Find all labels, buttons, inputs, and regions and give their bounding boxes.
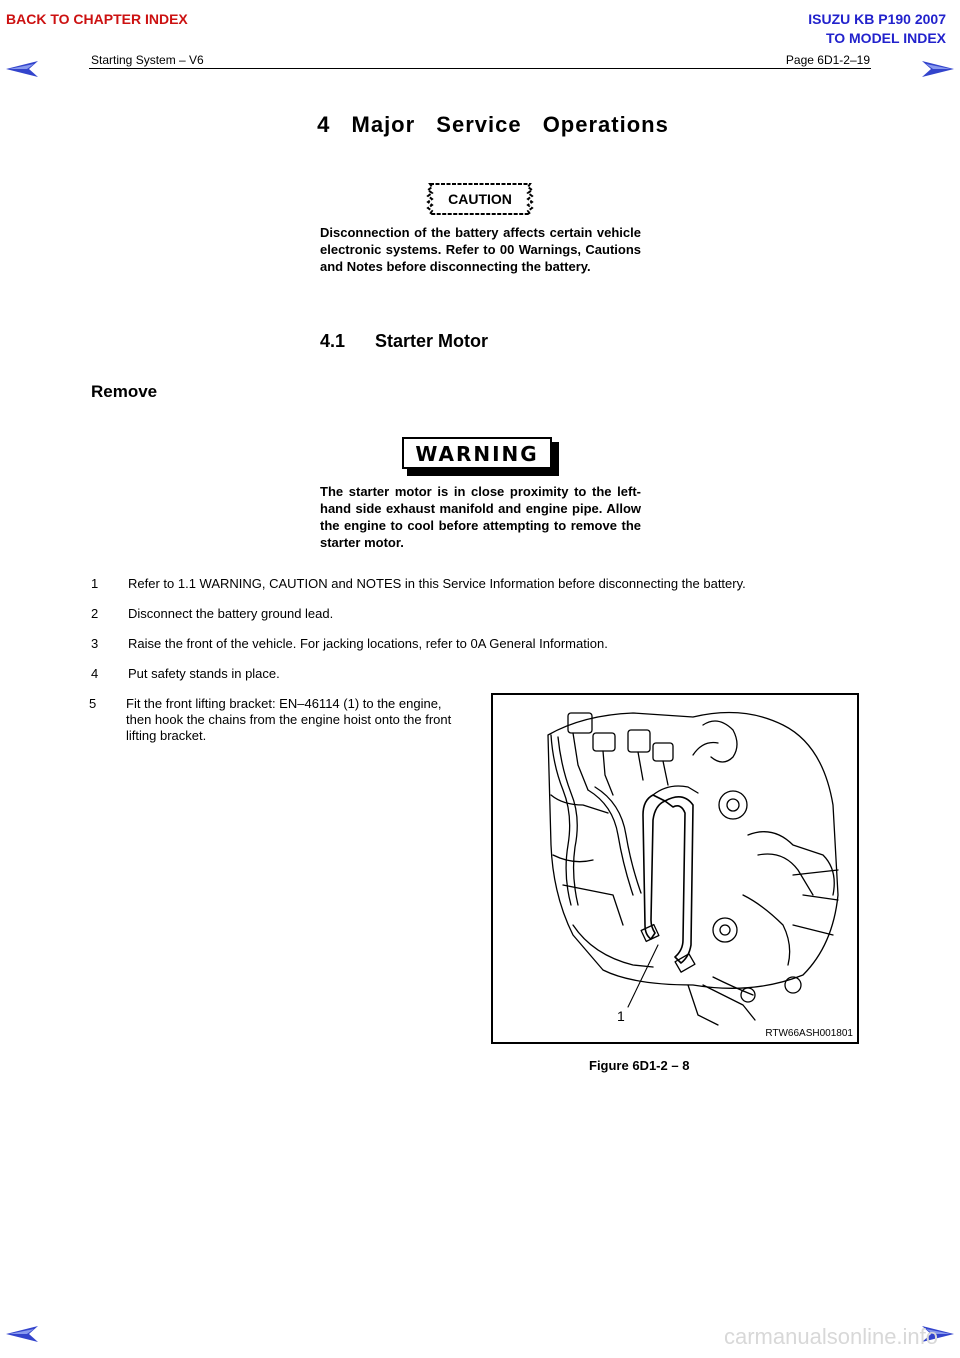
figure-frame (491, 693, 859, 1044)
page-title: 4 Major Service Operations (317, 112, 669, 137)
figure-caption: Figure 6D1-2 – 8 (589, 1058, 690, 1073)
section-title: Starting System – V6 (91, 53, 204, 67)
figure-code: RTW66ASH001801 (765, 1028, 853, 1039)
engine-illustration (493, 695, 857, 1042)
next-page-arrow-icon[interactable] (921, 60, 955, 78)
model-title-link[interactable]: ISUZU KB P190 2007 (808, 11, 946, 27)
warning-text: The starter motor is in close proximity to the left-hand side exhaust manifold and engine pipe. Allow the engine to cool before attempting to remove the starter motor. (320, 484, 641, 550)
subsection-title: Starter Motor (375, 331, 489, 351)
caution-badge (426, 180, 534, 218)
step-text: Put safety stands in place. (128, 666, 280, 681)
procedure-heading: Remove (91, 382, 158, 401)
step-number: 4 (91, 666, 99, 681)
step-number: 2 (91, 606, 99, 621)
header-rule (89, 68, 871, 69)
step-number: 5 (89, 696, 97, 711)
warning-badge (402, 437, 560, 477)
caution-text: Disconnection of the battery affects certain vehicle electronic systems. Refer to 00 Warnings, Cautions and Notes before disconnecting the battery. (320, 225, 641, 274)
subsection-number: 4.1 (320, 331, 346, 351)
step-text: Refer to 1.1 WARNING, CAUTION and NOTES in this Service Information before disconnecting the battery. (128, 576, 746, 591)
back-to-chapter-index-link[interactable]: BACK TO CHAPTER INDEX (6, 11, 188, 27)
back-to-model-index-link[interactable]: TO MODEL INDEX (825, 30, 946, 46)
step-text: Fit the front lifting bracket: EN–46114 (1) to the engine, then hook the chains from the engine hoist onto the front lifting bracket. (126, 696, 452, 743)
figure-callout-label: 1 (617, 1008, 625, 1024)
step-number: 1 (91, 576, 99, 591)
previous-page-arrow-icon[interactable] (5, 60, 39, 78)
step-number: 3 (91, 636, 99, 651)
step-text: Disconnect the battery ground lead. (128, 606, 334, 621)
watermark: carmanualsonline.info (724, 1324, 939, 1349)
previous-page-bottom-arrow-icon[interactable] (5, 1325, 39, 1343)
step-text: Raise the front of the vehicle. For jacking locations, refer to 0A General Information. (128, 636, 608, 651)
caution-label: CAUTION (448, 191, 512, 207)
page-number: Page 6D1-2–19 (785, 53, 870, 67)
warning-label: WARNING (415, 442, 539, 466)
